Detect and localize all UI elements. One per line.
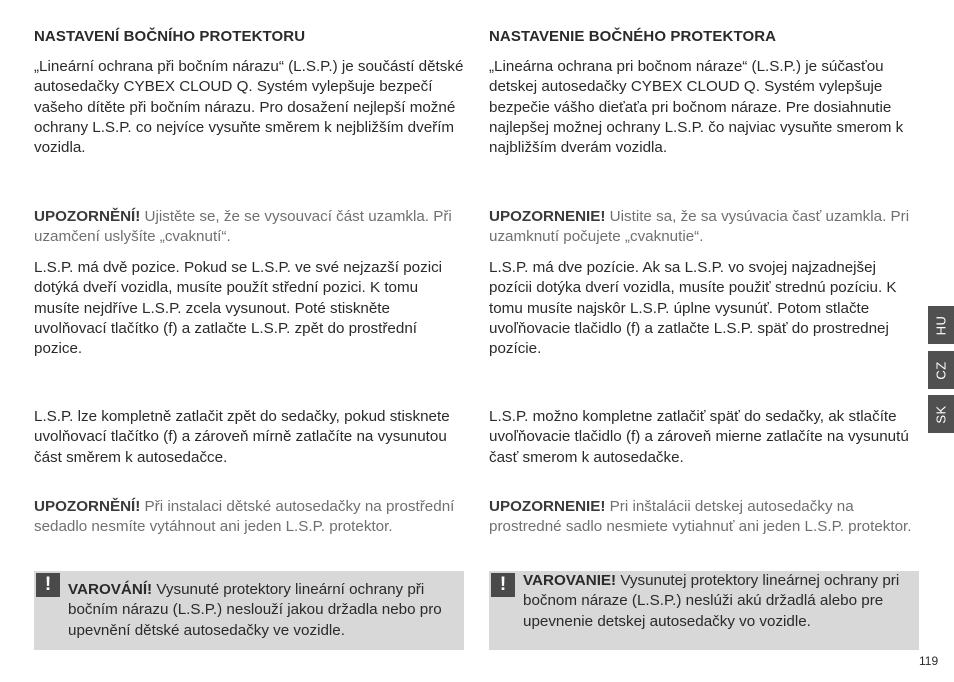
tab-cz-label: CZ xyxy=(933,360,949,380)
cz-note-1-text: Ujistěte se, že se vysouvací část uzamkla. Při uzamčení uslyšíte „cvaknutí“. xyxy=(34,208,452,246)
cz-note-1-label: UPOZORNĚNÍ! xyxy=(34,208,141,225)
cz-heading: NASTAVENÍ BOČNÍHO PROTEKTORU xyxy=(34,28,306,45)
sk-note-1 xyxy=(489,207,921,248)
sk-warning-label: VAROVANIE! xyxy=(523,572,617,589)
sk-note-1-label: UPOZORNENIE! xyxy=(489,208,606,225)
sk-retract-paragraph: L.S.P. možno kompletne zatlačiť späť do sedačky, ak stlačíte uvoľňovacie tlačidlo (f) a zároveň mierne zatlačíte na vysunutú časť smerom k autosedačke. xyxy=(489,408,909,466)
cz-warning-text xyxy=(68,580,460,641)
sk-warning-text xyxy=(523,571,915,632)
cz-warning-body: Vysunuté protektory lineární ochrany při bočním nárazu (L.S.P.) neslouží jakou držadla nebo pro upevnění dětské autosedačky ve vozidle. xyxy=(68,581,442,639)
sk-positions-paragraph: L.S.P. má dve pozície. Ak sa L.S.P. vo svojej najzadnejšej pozícii dotýka dverí vozidla, musíte použiť strednú pozíciu. K tomu musíte najskôr L.S.P. úplne vysunúť. Potom stlačte uvoľňovacie tlačidlo (f) a zatlačte L.S.P. späť do prostrednej pozície. xyxy=(489,259,897,358)
page-number: 119 xyxy=(919,654,939,668)
tab-cz[interactable] xyxy=(928,351,954,389)
cz-retract-paragraph: L.S.P. lze kompletně zatlačit zpět do sedačky, pokud stisknete uvolňovací tlačítko (f) a zároveň mírně zatlačíte na vysunutou část směrem k autosedačce. xyxy=(34,408,450,466)
cz-positions-paragraph: L.S.P. má dvě pozice. Pokud se L.S.P. ve své nejzazší pozici dotýká dveří vozidla, musíte použít střední pozici. K tomu musíte nejdříve L.S.P. zcela vysunout. Poté stiskněte uvolňovací tlačítko (f) a zatlačte L.S.P. zpět do prostřední pozice. xyxy=(34,259,443,358)
tab-hu[interactable] xyxy=(928,306,954,344)
cz-intro-paragraph: „Lineární ochrana při bočním nárazu“ (L.S.P.) je součástí dětské autosedačky CYBEX CLOUD Q. Systém vylepšuje bezpečí vašeho dítěte při bočním nárazu. Pro dosažení nejlepší možné ochrany L.S.P. co nejvíce vysuňte směrem k nejbližším dveřím vozidla. xyxy=(34,58,464,157)
sk-note-2-text: Pri inštalácii detskej autosedačky na prostredné sadlo nesmiete vytiahnuť ani jeden L.S.P. protektor. xyxy=(489,498,912,536)
tab-sk-label: SK xyxy=(933,404,949,424)
sk-note-1-text: Uistite sa, že sa vysúvacia časť uzamkla. Pri uzamknutí počujete „cvaknutie“. xyxy=(489,208,910,246)
sk-intro-paragraph: „Lineárna ochrana pri bočnom náraze“ (L.S.P.) je súčasťou detskej autosedačky CYBEX CLOUD Q. Systém vylepšuje bezpečie vášho dieťaťa pri bočnom náraze. Pre dosiahnutie najlepšej možnej ochrany L.S.P. čo najviac vysuňte smerom k najbližším dverám vozidla. xyxy=(489,58,904,157)
cz-note-1 xyxy=(34,207,466,248)
cz-warning-label: VAROVÁNÍ! xyxy=(68,581,153,598)
cz-note-2 xyxy=(34,497,466,538)
sk-warning-body: Vysunutej protektory lineárnej ochrany pri bočnom náraze (L.S.P.) neslúži akú držadlá alebo pre upevnenie detskej autosedačky vo vozidle. xyxy=(523,572,900,630)
sk-note-2 xyxy=(489,497,921,538)
sk-note-2-label: UPOZORNENIE! xyxy=(489,498,606,515)
cz-warning-box xyxy=(34,571,464,650)
warning-icon: ! xyxy=(36,573,60,597)
tab-sk[interactable] xyxy=(928,395,954,433)
sk-heading: NASTAVENIE BOČNÉHO PROTEKTORA xyxy=(489,28,777,45)
tab-hu-label: HU xyxy=(933,315,949,335)
cz-note-2-label: UPOZORNĚNÍ! xyxy=(34,498,141,515)
cz-note-2-text: Při instalaci dětské autosedačky na prostřední sedadlo nesmíte vytáhnout ani jeden L.S.P. protektor. xyxy=(34,498,455,536)
warning-icon: ! xyxy=(491,573,515,597)
sk-warning-box xyxy=(489,571,919,650)
